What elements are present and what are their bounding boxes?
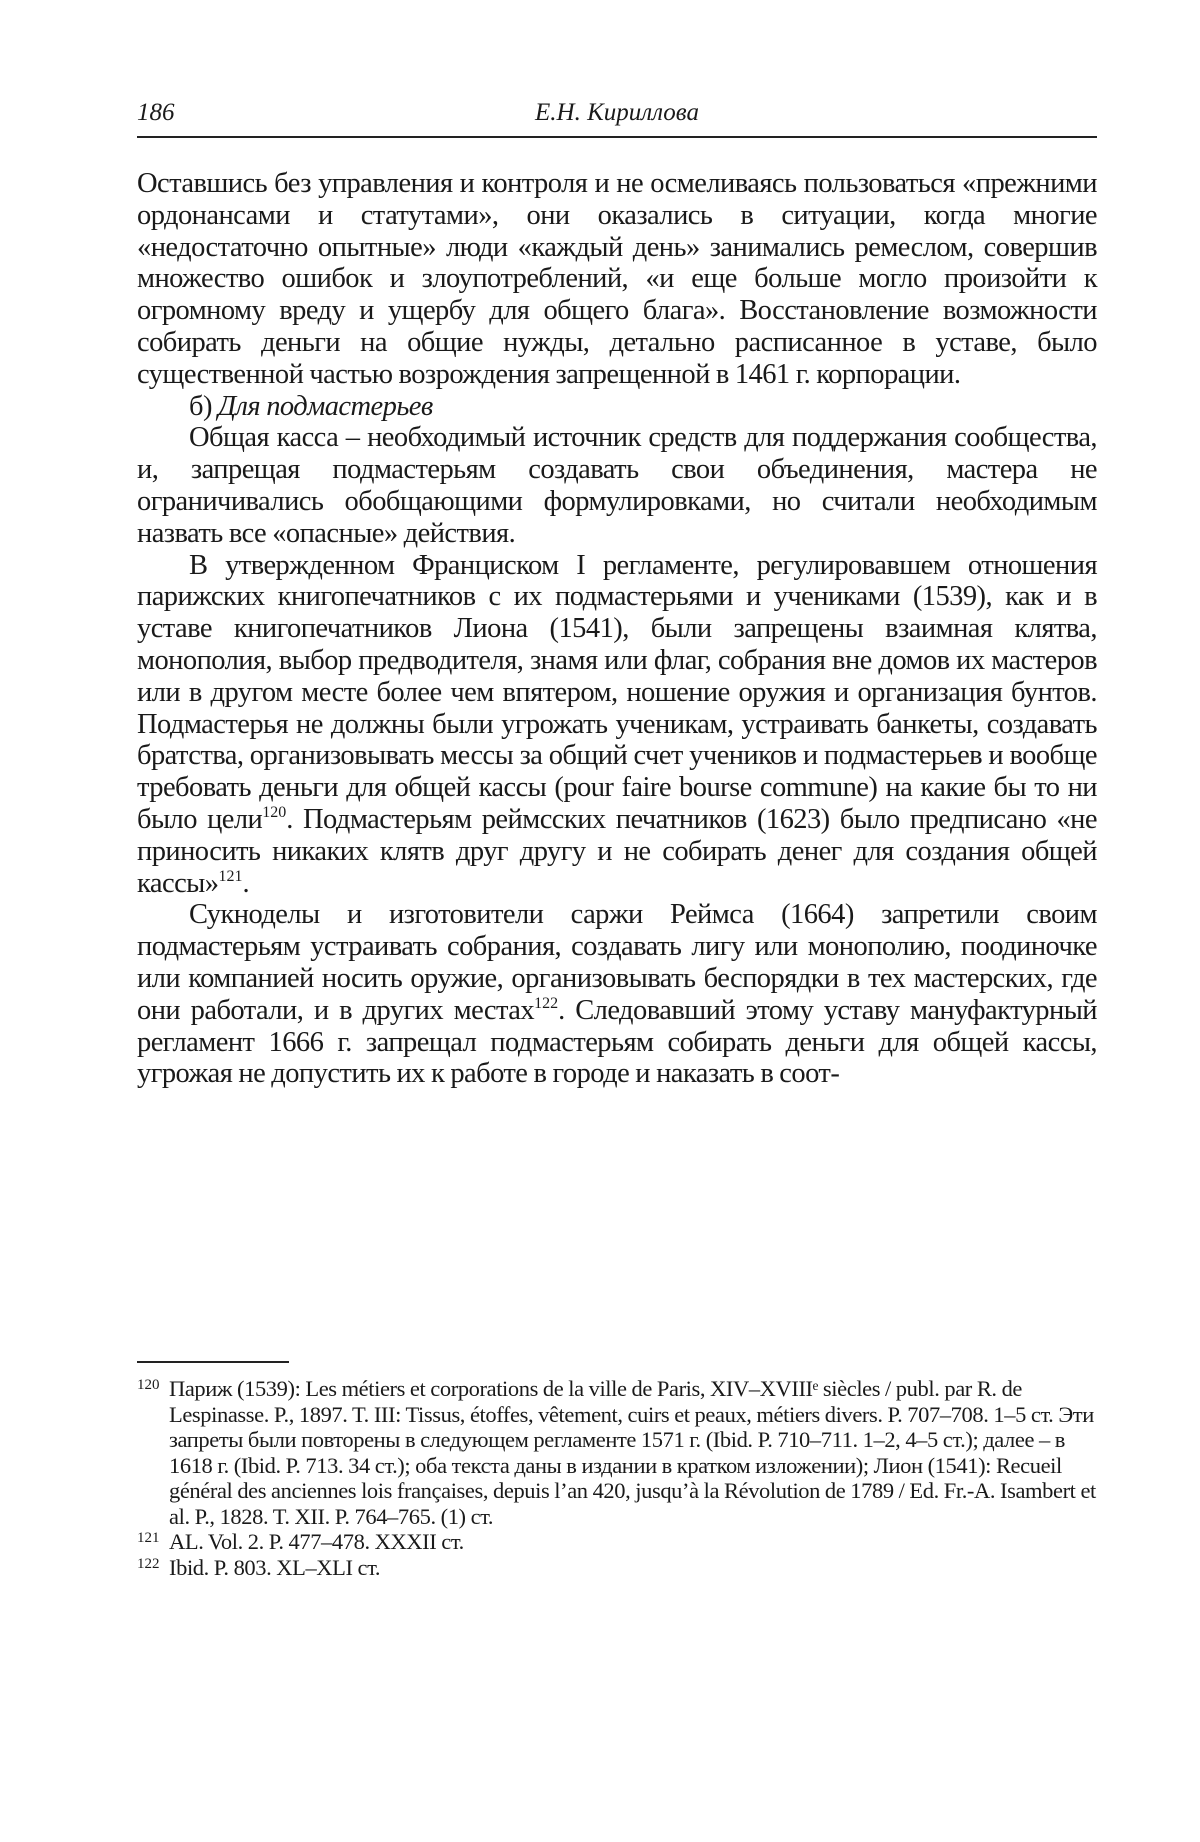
footnote-text: Париж (1539): Les métiers et corporations de la ville de Paris, XIV–XVIIIᵉ siècles / publ. par R. de Lespinasse. P., 1897. T. III: Tissus, étoffes, vêtement, cuirs et peaux, métiers divers. P. 707–708. 1–5 ст. Эти запреты были повторены в следующем регламенте 1571 г. (Ibid. P. 710–711. 1–2, 4–5 ст.); далее – в 1618 г. (Ibid. P. 713. 34 ст.); оба текста даны в издании в кратком изложении); Лион (1541): Recueil général des anciennes lois françaises, depuis l’an 420, jusqu’à la Révolution de 1789 / Ed. Fr.-A. Isambert et al. P., 1828. T. XII. P. 764–765. (1) ст. xyxy=(169,1376,1096,1529)
book-page xyxy=(137,96,1097,1580)
running-head-author: Е.Н. Кириллова xyxy=(535,99,699,126)
footnote-ref-122[interactable]: 122 xyxy=(534,994,559,1012)
paragraph-1: Оставшись без управления и контроля и не осмеливаясь пользоваться «прежними ордонансами и статутами», они оказались в ситуации, когда многие «недостаточно опытные» люди «каждый день» занимались ремеслом, совершив множество ошибок и злоупотреблений, «и еще больше могло произойти к огромному вреду и ущербу для общего блага». Восстановление возможности собирать деньги на общие нужды, детально расписанное в уставе, было существенной частью возрождения запрещенной в 1461 г. корпорации. xyxy=(137,168,1097,390)
section-marker: б) xyxy=(189,390,218,422)
paragraph-3-text-c: . xyxy=(242,867,250,899)
footnotes xyxy=(137,1376,1097,1580)
footnote-120 xyxy=(137,1376,1097,1529)
paragraph-3-text-a: В утвержденном Франциском I регламенте, регулировавшем отношения парижских книгопечатников с их подмастерьями и учениками (1539), как и в уставе книгопечатников Лиона (1541), были запрещены взаимная клятва, монополия, выбор предводителя, знамя или флаг, собрания вне домов их мастеров или в другом месте более чем впятером, ношение оружия и организация бунтов. Подмастерья не должны были угрожать ученикам, устраивать банкеты, создавать братства, организовывать мессы за общий счет учеников и подмастерьев и вообще требовать деньги для общей кассы (pour faire bourse commune) на какие бы то ни было цели xyxy=(137,549,1097,835)
section-heading xyxy=(137,391,1097,423)
footnote-121 xyxy=(137,1529,1097,1555)
paragraph-4 xyxy=(137,899,1097,1090)
running-head xyxy=(137,96,1097,130)
footnote-separator xyxy=(137,1361,289,1363)
footnote-text: Ibid. P. 803. XL–XLI ст. xyxy=(169,1554,381,1580)
footnote-ref-120[interactable]: 120 xyxy=(262,803,287,821)
footnote-ref-121[interactable]: 121 xyxy=(218,867,243,885)
page-number: 186 xyxy=(137,99,175,126)
footnote-122 xyxy=(137,1555,1097,1581)
footnote-text: AL. Vol. 2. P. 477–478. XXXII ст. xyxy=(169,1529,464,1554)
section-title: Для подмастерьев xyxy=(217,390,433,422)
paragraph-3-text-b: . Подмастерьям реймсских печатников (1623) было предписано «не приносить никаких клятв друг другу и не собирать денег для создания общей кассы» xyxy=(137,803,1097,899)
footnote-number: 122 xyxy=(137,1555,160,1572)
paragraph-2: Общая касса – необходимый источник средств для поддержания сообщества, и, запрещая подмастерьям создавать свои объединения, мастера не ограничивались обобщающими формулировками, но считали необходимым назвать все «опасные» действия. xyxy=(137,422,1097,549)
paragraph-4-text-a: Сукноделы и изготовители саржи Реймса (1664) запретили своим подмастерьям устраивать собрания, создавать лигу или монополию, поодиночке или компанией носить оружие, организовывать беспорядки в тех мастерских, где они работали, и в других местах xyxy=(137,899,1097,1026)
body-text xyxy=(137,168,1097,1090)
paragraph-3 xyxy=(137,550,1097,900)
header-rule xyxy=(137,136,1097,138)
footnote-number: 121 xyxy=(137,1530,160,1546)
footnote-number: 120 xyxy=(137,1377,160,1393)
paragraph-4-text-b: . Следовавший этому уставу мануфактурный регламент 1666 г. запрещал подмастерьям собирать деньги для общей кассы, угрожая не допустить их к работе в городе и наказать в соот- xyxy=(137,994,1097,1090)
